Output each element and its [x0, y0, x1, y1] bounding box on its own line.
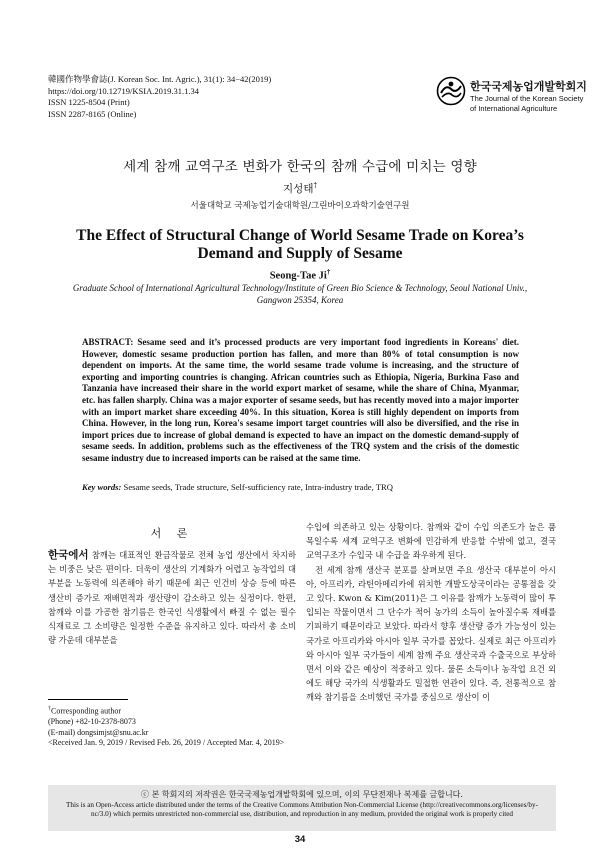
- doi-link[interactable]: https://doi.org/10.12719/KSIA.2019.31.1.34: [48, 85, 199, 96]
- journal-citation: 韓國作物學會誌(J. Korean Soc. Int. Agric.), 31(1): 34−42(2019): [48, 74, 272, 84]
- copyright-license: This is an Open-Access article distributed under the terms of the Creative Commons Attribution Non-Commercial License (http://creativecommons.org/licenses/by-nc/3.0) which permits unrestricted non-commercial use, distribution, and reproduction in any medium, provided the original work is properly cited: [66, 801, 538, 819]
- manuscript-dates: <Received Jan. 9, 2019 / Revised Feb. 26, 2019 / Accepted Mar. 4, 2019>: [48, 738, 285, 748]
- keywords-label: Key words:: [82, 482, 122, 492]
- author-english: Seong-Tae Ji†: [269, 268, 331, 282]
- journal-header: [48, 74, 271, 120]
- society-name-ko: 한국국제농업개발학회지: [470, 80, 587, 93]
- body-paragraph: 전 세계 참깨 생산국 분포를 살펴보면 주요 생산국 대부분이 아시아, 아프리카, 라틴아메리카에 위치한 개발도상국이라는 공통점을 갖고 있다. Kwon & Kim(2011)은 그 이유를 참깨가 노동력이 많이 투입되는 작물이면서 그 단수가 적어 농가의 소득이 높아질수록 재배를 기피하기 때문이라고 보았다. 따라서 향후 생산량 증가 가능성이 있는 국가로 아프리카와 아시아 일부 국가를 꼽았다. 실제로 최근 아프리카와 아시아 일부 국가들이 세계 참깨 주요 생산국과 수출국으로 부상하면서 이와 같은 예상이 적중하고 있다. 물론 소득이나 농작업 요건 외에도 해당 국가의 식생활과도 밀접한 연관이 있다. 즉, 전통적으로 참깨와 참기름을 소비했던 국가를 중심으로 생산이 이: [306, 564, 556, 703]
- footnote-divider: [48, 699, 128, 700]
- page-number: 34: [294, 834, 306, 845]
- issn-online: ISSN 2287-8165 (Online): [48, 108, 137, 119]
- body-right-column: [306, 520, 556, 705]
- title-english: The Effect of Structural Change of World Sesame Trade on Korea’s Demand and Supply of Sesame: [76, 227, 524, 262]
- keywords: [82, 482, 519, 492]
- author-mark: †: [326, 268, 331, 276]
- society-logo: [436, 76, 586, 120]
- corresponding-author: Corresponding author: [51, 706, 121, 716]
- footnote: †Corresponding author (Phone) +82-10-2378-8073 (E-mail) dongsimjst@snu.ac.kr <Received Jan. 9, 2019 / Revised Feb. 26, 2019 / Accepted Mar. 4, 2019>: [48, 706, 285, 748]
- body-left-column: 한국에서 참깨는 대표적인 환금작물로 전체 농업 생산에서 차지하는 비중은 낮은 편이다. 더욱이 생산의 기계화가 어렵고 농작업의 대부분을 노동력에 의존해야 하기 때문에 최근 인건비 상승 등에 따른 생산비 증가로 재배면적과 생산량이 감소하고 있는 실정이다. 한편, 참깨와 이를 가공한 참기름은 한국인 식생활에서 빠질 수 없는 필수 식재료로 그 소비량은 일정한 수준을 유지하고 있다. 따라서 총 소비량 가운데 대부분을: [48, 549, 296, 646]
- copyright-korean: ⓒ 본 학회지의 저작권은 한국국제농업개발학회에 있으며, 이의 무단전재나 복제를 금합니다.: [141, 790, 463, 799]
- section-heading-introduction: 서 론: [150, 527, 194, 540]
- affiliation-english: Graduate School of International Agricultural Technology/Institute of Green Bio Science & Technology, Seoul National Univ., Gangwon 25354, Korea: [72, 283, 528, 305]
- body-lead-word: 한국에서: [48, 549, 89, 561]
- title-korean: 세계 참깨 교역구조 변화가 한국의 참깨 수급에 미치는 영향: [123, 159, 477, 175]
- society-name-en: The Journal of the Korean Society of International Agriculture: [470, 94, 584, 113]
- author-email: (E-mail) dongsimjst@snu.ac.kr: [48, 727, 149, 737]
- body-paragraph: 수입에 의존하고 있는 상황이다. 참깨와 같이 수입 의존도가 높은 품목일수록 세계 교역구조 변화에 민감하게 반응할 수밖에 없고, 결국 교역구조가 수입국 내 수급을 좌우하게 된다.: [306, 522, 556, 561]
- issn-print: ISSN 1225-8504 (Print): [48, 97, 130, 107]
- author-korean: 지성태†: [283, 181, 317, 195]
- author-phone: (Phone) +82-10-2378-8073: [48, 717, 136, 727]
- affiliation-korean: 서울대학교 국제농업기술대학원/그린바이오과학기술연구원: [190, 201, 410, 211]
- abstract: ABSTRACT: Sesame seed and it’s processed products are very important food ingredients in Koreans' diet. However, domestic sesame production portion has fallen, and more than 80% of total consumption is now dependent on imports. At the same time, the world sesame trade volume is increasing, and the structure of exporting and importing countries is changing. African countries such as Ethiopia, Nigeria, Burkina Faso and Tanzania have increased their share in the world export market of sesame, while the share of China, Myanmar, etc. has fallen sharply. China was a major exporter of sesame seeds, but has recently moved into a major importer with an import market share exceeding 40%. In this situation, Korea is still highly dependent on imports from China. However, in the long run, Korea's sesame import target countries will also be diversified, and the rise in import prices due to increase of global demand is expected to have an impact on the domestic demand-supply of sesame seeds. In addition, problems such as the effectiveness of the TRQ system and the crisis of the domestic sesame industry due to increased imports can be raised at the same time.: [82, 337, 519, 463]
- society-emblem-icon: [436, 76, 466, 106]
- author-mark: †: [313, 181, 317, 190]
- keywords-list: Sesame seeds, Trade structure, Self-sufficiency rate, Intra-industry trade, TRQ: [123, 482, 393, 492]
